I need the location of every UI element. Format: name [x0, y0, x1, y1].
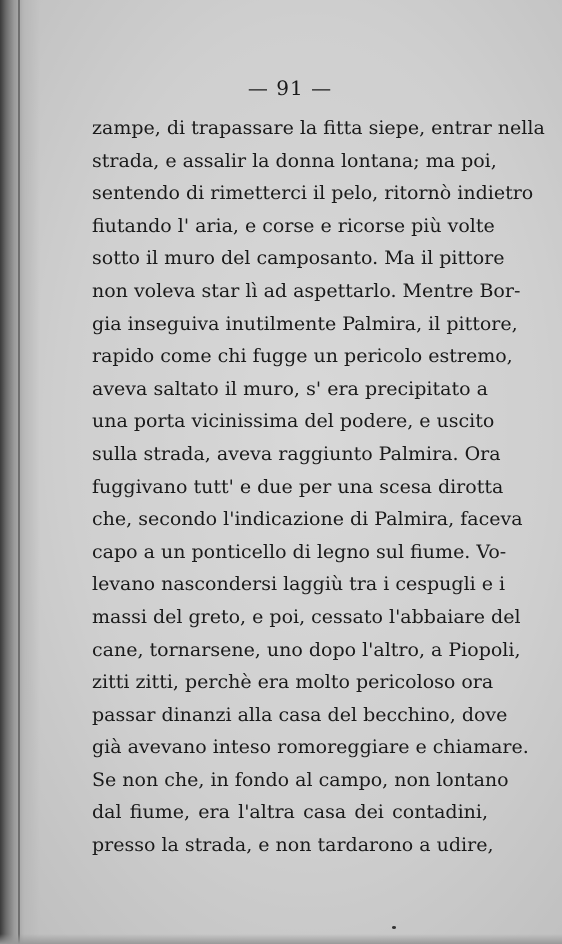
page-number: — 91 — [247, 76, 333, 100]
text-line: fiutando l' aria, e corse e ricorse più volte [92, 214, 495, 237]
page-binding-line [18, 0, 20, 944]
text-line: zitti zitti, perchè era molto pericoloso ora [92, 671, 494, 694]
text-line: già avevano inteso romoreggiare e chiamare. [92, 736, 529, 759]
text-line: strada, e assalir la donna lontana; ma poi, [92, 149, 497, 172]
page-binding-shadow [0, 0, 40, 944]
text-line: non voleva star lì ad aspettarlo. Mentre Bor- [92, 279, 521, 302]
body-text [92, 112, 545, 862]
text-line: dal fiume, era l'altra casa dei contadini, [92, 801, 488, 824]
text-line: passar dinanzi alla casa del becchino, dove [92, 703, 508, 726]
text-line: zampe, di trapassare la fitta siepe, entrar nella [92, 117, 545, 139]
text-line: aveva saltato il muro, s' era precipitato a [92, 377, 488, 400]
text-line: cane, tornarsene, uno dopo l'altro, a Piopoli, [92, 638, 521, 661]
ink-speck [392, 926, 396, 929]
text-line: sulla strada, aveva raggiunto Palmira. Ora [92, 442, 501, 465]
text-line: presso la strada, e non tardarono a udire, [92, 834, 494, 857]
text-line: che, secondo l'indicazione di Palmira, faceva [92, 508, 523, 531]
text-line: massi del greto, e poi, cessato l'abbaiare del [92, 605, 521, 628]
text-line: levano nascondersi laggiù tra i cespugli e i [92, 573, 506, 596]
text-line: sentendo di rimetterci il pelo, ritornò indietro [92, 182, 534, 205]
text-line: Se non che, in fondo al campo, non lontano [92, 768, 509, 791]
text-line: sotto il muro del camposanto. Ma il pittore [92, 247, 505, 270]
text-line: capo a un ponticello di legno sul fiume. Vo- [92, 540, 507, 563]
text-line: una porta vicinissima del podere, e uscito [92, 410, 495, 433]
text-line: fuggivano tutt' e due per una scesa dirotta [92, 475, 504, 498]
text-line: rapido come chi fugge un pericolo estremo, [92, 345, 513, 368]
page-bottom-edge [0, 934, 562, 944]
text-line: gia inseguiva inutilmente Palmira, il pittore, [92, 312, 518, 335]
